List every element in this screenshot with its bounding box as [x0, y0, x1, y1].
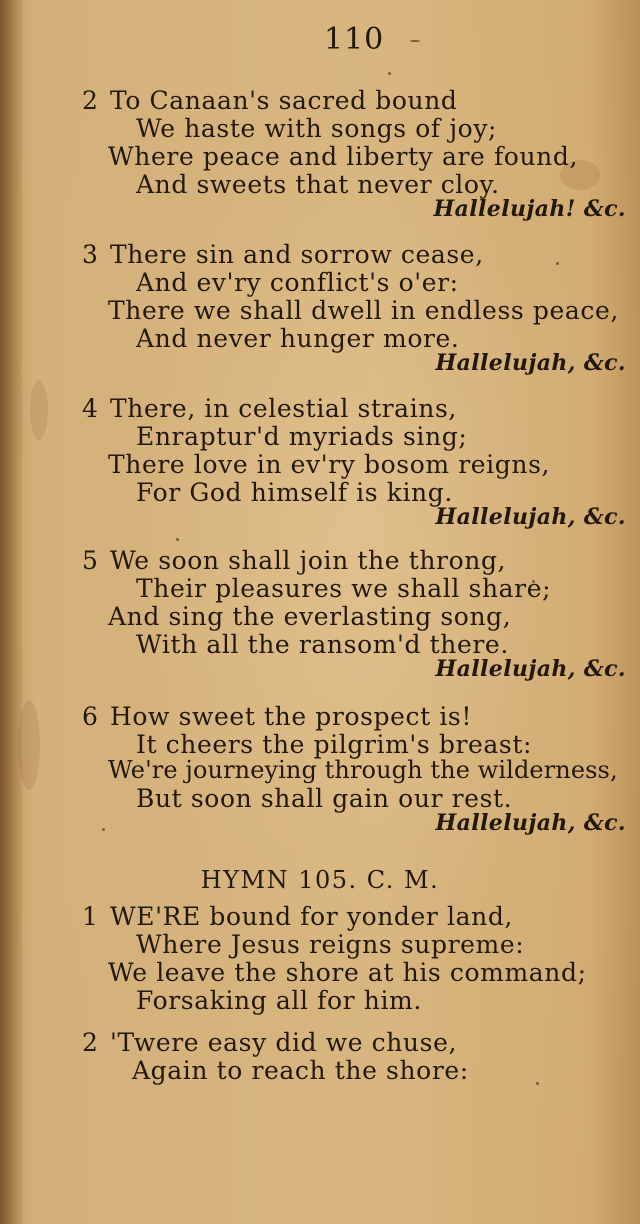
- verse-line: We soon shall join the throng,: [110, 546, 507, 575]
- verse-line: There love in ev'ry bosom reigns,: [108, 450, 551, 479]
- paper-stain: [18, 700, 40, 790]
- ink-speck: [556, 262, 559, 265]
- page-number: 110: [324, 22, 385, 57]
- refrain: Hallelujah, &c.: [435, 656, 626, 682]
- verse-line: We haste with songs of joy;: [136, 114, 498, 143]
- verse-line: With all the ransom'd there.: [136, 630, 509, 659]
- ink-speck: [536, 1082, 539, 1085]
- verse-line: Where Jesus reigns supreme:: [136, 930, 525, 959]
- hymn-heading: HYMN 105. C. M.: [200, 866, 440, 894]
- verse-number: 6: [82, 702, 98, 731]
- page-spine-shadow: [0, 0, 22, 1224]
- verse-line: To Canaan's sacred bound: [110, 86, 458, 115]
- verse-line: We're journeying through the wilderness,: [108, 756, 618, 784]
- ink-speck: [410, 40, 420, 42]
- verse-line: Enraptur'd myriads sing;: [136, 422, 468, 451]
- verse-number: 2: [82, 86, 98, 115]
- verse-line: There sin and sorrow cease,: [110, 240, 484, 269]
- paper-stain: [30, 380, 48, 440]
- verse-number: 2: [82, 1028, 98, 1057]
- verse-number: 1: [82, 902, 98, 931]
- verse-line: Forsaking all for him.: [136, 986, 422, 1015]
- verse-line: Again to reach the shore:: [132, 1056, 469, 1085]
- verse-line: And ev'ry conflict's o'er:: [136, 268, 459, 297]
- refrain: Hallelujah! &c.: [433, 196, 626, 222]
- verse-line: But soon shall gain our rest.: [136, 784, 513, 813]
- verse-number: 4: [82, 394, 98, 423]
- verse-line: There, in celestial strains,: [110, 394, 457, 423]
- verse-line: And never hunger more.: [136, 324, 460, 353]
- ink-speck: [102, 828, 105, 831]
- verse-line: And sing the everlasting song,: [108, 602, 512, 631]
- verse-line: How sweet the prospect is!: [110, 702, 472, 731]
- verse-line: We leave the shore at his command;: [108, 958, 587, 987]
- refrain: Hallelujah, &c.: [435, 504, 626, 530]
- verse-line: Where peace and liberty are found,: [108, 142, 578, 171]
- ink-speck: [388, 72, 391, 75]
- verse-number: 3: [82, 240, 98, 269]
- verse-line: And sweets that never cloy.: [136, 170, 500, 199]
- verse-number: 5: [82, 546, 98, 575]
- verse-line: For God himself is king.: [136, 478, 453, 507]
- verse-line: 'Twere easy did we chuse,: [110, 1028, 458, 1057]
- verse-line: Their pleasures we shall share;: [136, 574, 552, 603]
- verse-line: WE'RE bound for yonder land,: [110, 902, 513, 931]
- ink-speck: [176, 538, 179, 541]
- verse-line: It cheers the pilgrim's breast:: [136, 730, 533, 759]
- refrain: Hallelujah, &c.: [435, 350, 626, 376]
- verse-line: There we shall dwell in endless peace,: [108, 296, 619, 325]
- refrain: Hallelujah, &c.: [435, 810, 626, 836]
